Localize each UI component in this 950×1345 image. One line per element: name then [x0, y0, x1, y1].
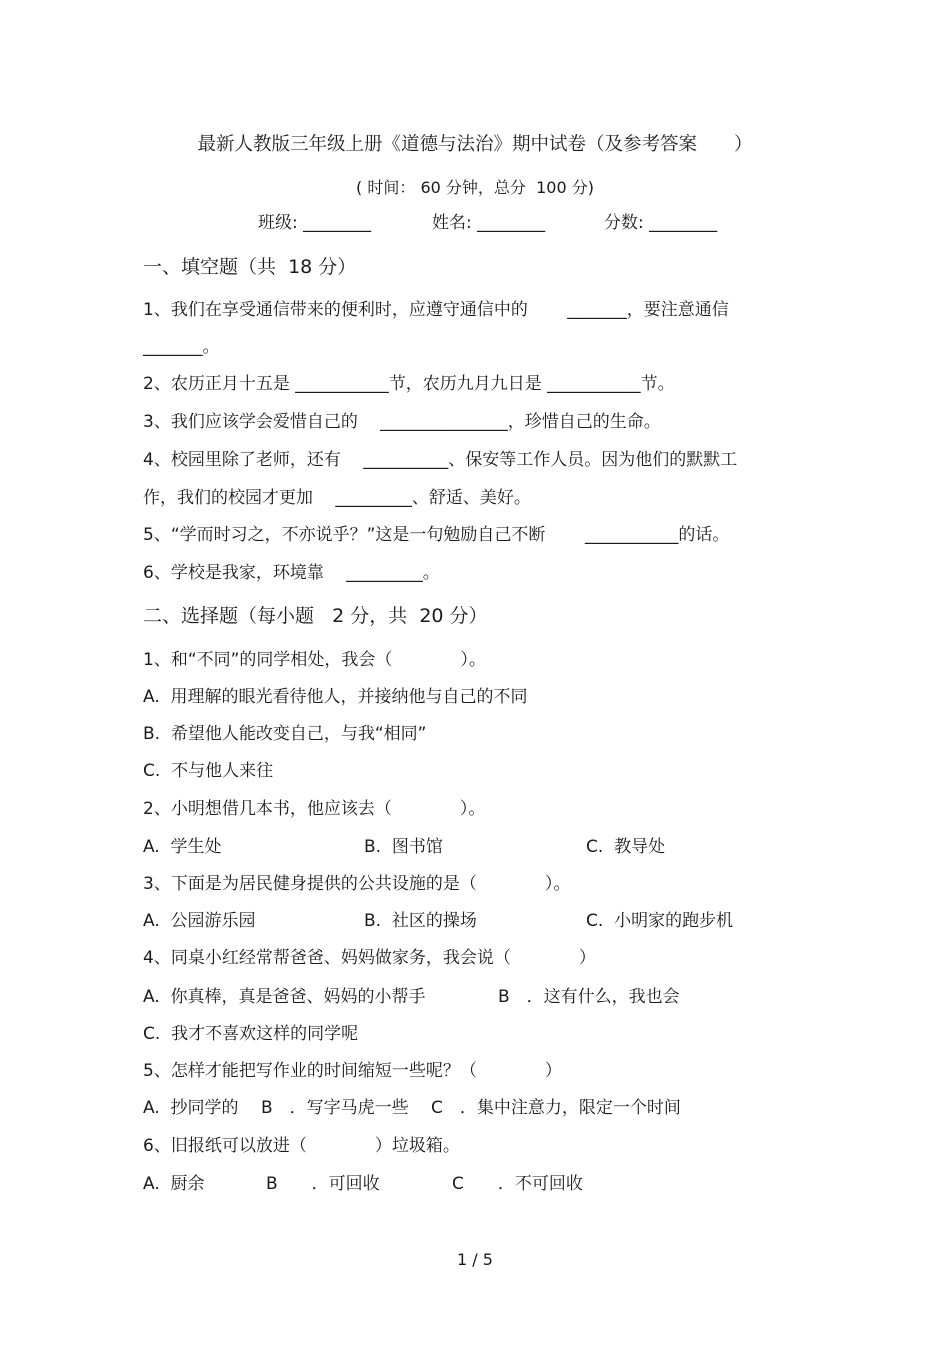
name-field: 姓名: ________ — [432, 213, 546, 233]
class-field: 班级: ________ — [258, 213, 372, 233]
option-text: C. 小明家的跑步机 — [586, 911, 734, 931]
exam-subtitle: ( 时间： 60 分钟，总分 100 分) — [356, 178, 594, 197]
question-text: 6、学校是我家，环境靠 _________。 — [143, 563, 440, 583]
question-text: 2、农历正月十五是 ___________节，农历九月九日是 ___________节。 — [143, 374, 675, 394]
option-text: A. 抄同学的 B ．写字马虎一些 C ．集中注意力，限定一个时间 — [143, 1098, 681, 1118]
question-text: 3、下面是为居民健身提供的公共设施的是（ ）。 — [143, 874, 571, 894]
question-text: 6、旧报纸可以放进（ ）垃圾箱。 — [143, 1136, 460, 1156]
question-text: 4、同桌小红经常帮爸爸、妈妈做家务，我会说（ ） — [143, 948, 596, 968]
option-text: B ．这有什么，我也会 — [498, 987, 680, 1007]
question-text: 1、我们在享受通信带来的便利时，应遵守通信中的 _______，要注意通信 — [143, 300, 729, 320]
option-text: B. 图书馆 — [364, 837, 443, 857]
option-text: A. 厨余 — [143, 1174, 205, 1194]
option-text: C. 教导处 — [586, 837, 666, 857]
option-text: C ．不可回收 — [452, 1174, 583, 1194]
score-field: 分数: ________ — [604, 213, 718, 233]
question-text: 4、校园里除了老师，还有 __________、保安等工作人员。因为他们的默默工 — [143, 450, 738, 470]
question-text: 作，我们的校园才更加 _________、舒适、美好。 — [143, 488, 531, 508]
option-text: C. 我才不喜欢这样的同学呢 — [143, 1024, 359, 1044]
question-text: 3、我们应该学会爱惜自己的 _______________，珍惜自己的生命。 — [143, 412, 661, 432]
section-heading-choice: 二、选择题（每小题 2 分，共 20 分） — [143, 605, 488, 627]
option-text: A. 学生处 — [143, 837, 222, 857]
page-number: 1 / 5 — [457, 1250, 493, 1269]
question-text: 1、和“不同”的同学相处，我会（ ）。 — [143, 650, 486, 670]
question-text: _______。 — [143, 337, 220, 357]
section-heading-fill-blank: 一、填空题（共 18 分） — [143, 256, 357, 278]
question-text: 2、小明想借几本书，他应该去（ ）。 — [143, 799, 486, 819]
question-text: 5、怎样才能把写作业的时间缩短一些呢？（ ） — [143, 1061, 562, 1081]
option-text: A. 用理解的眼光看待他人，并接纳他与自己的不同 — [143, 687, 528, 707]
option-text: C. 不与他人来往 — [143, 761, 274, 781]
option-text: A. 公园游乐园 — [143, 911, 256, 931]
option-text: B. 希望他人能改变自己，与我“相同” — [143, 724, 427, 744]
option-text: B. 社区的操场 — [364, 911, 477, 931]
question-text: 5、“学而时习之，不亦说乎？”这是一句勉励自己不断 ___________的话。 — [143, 525, 730, 545]
option-text: B ．可回收 — [266, 1174, 380, 1194]
page-title: 最新人教版三年级上册《道德与法治》期中试卷（及参考答案 ） — [197, 134, 753, 155]
option-text: A. 你真棒，真是爸爸、妈妈的小帮手 — [143, 987, 426, 1007]
